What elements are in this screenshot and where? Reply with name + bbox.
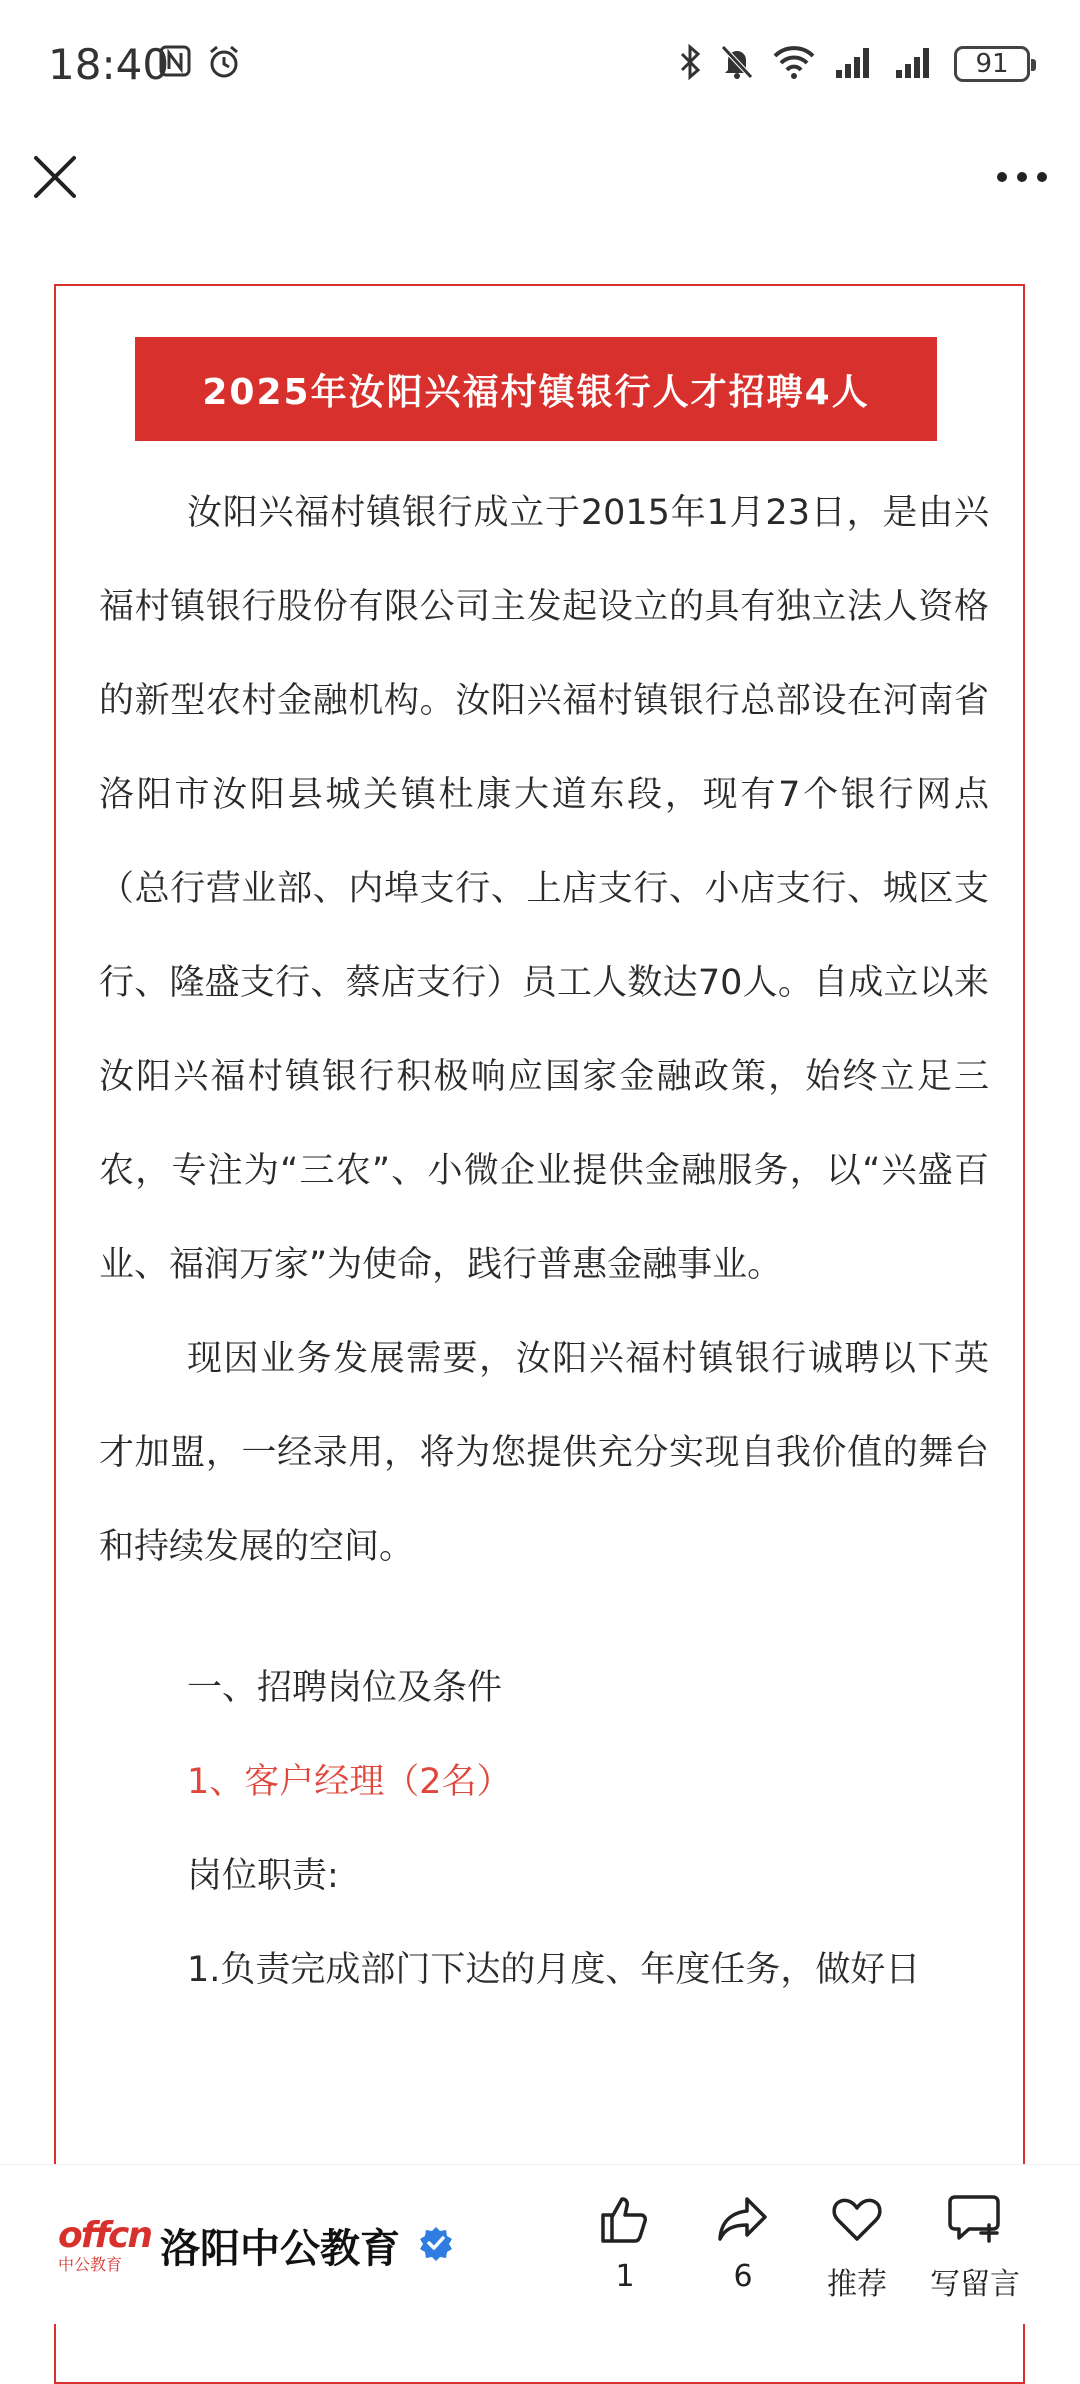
close-icon — [28, 150, 82, 204]
status-time: 18:40 — [48, 40, 170, 89]
intro-paragraph: 汝阳兴福村镇银行成立于2015年1月23日，是由兴福村镇银行股份有限公司主发起设立的具有独立法人资格的新型农村金融机构。汝阳兴福村镇银行总部设在河南省洛阳市汝阳县城关镇杜康大道东段，现有7个银行网点（总行营业部、内埠支行、上店支行、小店支行、城区支行、隆盛支行、蔡店支行）员工人数达70人。自成立以来汝阳兴福村镇银行积极响应国家金融政策，始终立足三农，专注为“三农”、小微企业提供金融服务，以“兴盛百业、福润万家”为使命，践行普惠金融事业。 — [99, 493, 989, 1285]
like-count: 1 — [615, 2259, 635, 2294]
close-button[interactable] — [28, 150, 82, 204]
recommend-button[interactable] — [802, 2189, 912, 2303]
comment-label: 写留言 — [930, 2267, 1020, 2302]
wifi-icon — [772, 44, 816, 84]
signal-icon-1 — [834, 44, 876, 84]
like-button[interactable] — [570, 2189, 680, 2294]
duty-label: 岗位职责: — [187, 1856, 339, 1896]
section-heading: 一、招聘岗位及条件 — [187, 1668, 503, 1708]
share-count: 6 — [733, 2259, 753, 2294]
thumb-up-icon — [570, 2189, 680, 2249]
more-dots-icon — [992, 150, 1052, 204]
battery-indicator: 91 — [954, 46, 1030, 82]
position-heading: 1、客户经理（2名） — [187, 1762, 512, 1802]
bottom-action-bar — [0, 2164, 1080, 2324]
article-title-banner: 2025年汝阳兴福村镇银行人才招聘4人 — [135, 337, 937, 441]
status-bar — [0, 0, 1080, 130]
signal-icon-2 — [894, 44, 936, 84]
recommend-label: 推荐 — [827, 2267, 887, 2302]
logo-wordmark: offcn — [58, 2215, 152, 2256]
mute-bell-icon — [720, 44, 754, 84]
alarm-icon — [206, 44, 242, 84]
duty-item: 1.负责完成部门下达的月度、年度任务，做好日 — [187, 1950, 921, 1990]
article-frame — [54, 284, 1025, 2384]
share-button[interactable] — [688, 2189, 798, 2294]
share-arrow-icon — [688, 2189, 798, 2249]
top-nav — [0, 130, 1080, 230]
recruit-paragraph: 现因业务发展需要，汝阳兴福村镇银行诚聘以下英才加盟，一经录用，将为您提供充分实现自我价值的舞台和持续发展的空间。 — [99, 1339, 989, 1567]
account-logo[interactable] — [58, 2215, 152, 2277]
article-body — [99, 466, 989, 2017]
heart-icon — [802, 2189, 912, 2249]
comment-plus-icon — [920, 2189, 1030, 2249]
logo-subtitle: 中公教育 — [58, 2255, 123, 2274]
bluetooth-icon — [678, 44, 702, 84]
status-left-icons — [158, 44, 242, 84]
comment-button[interactable] — [920, 2189, 1030, 2303]
more-options-button[interactable] — [992, 150, 1052, 204]
status-right-icons — [678, 44, 1030, 84]
verified-badge-icon — [418, 2225, 454, 2261]
nfc-icon — [158, 44, 192, 84]
account-name[interactable]: 洛阳中公教育 — [160, 2226, 400, 2272]
